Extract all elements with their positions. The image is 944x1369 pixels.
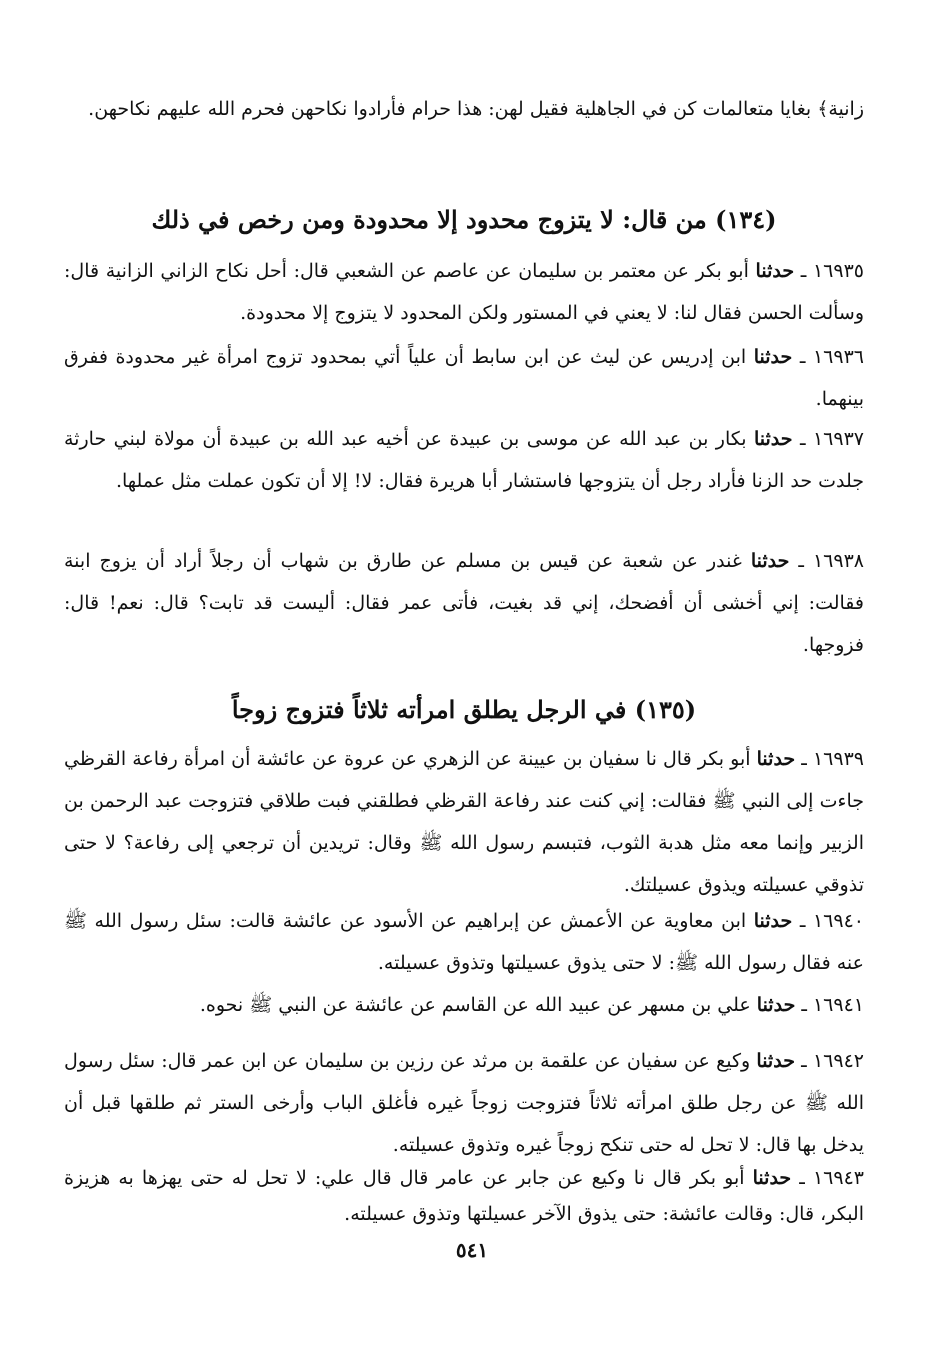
hadith-lead: حدثنا [753,346,793,368]
intro-paragraph [64,88,864,130]
hadith-lead: حدثنا [756,1050,795,1072]
hadith-number: ١٦٩٤١ [812,994,864,1016]
hadith-text: ابن معاوية عن الأعمش عن إبراهيم عن الأسود عن عائشة قالت: سئل رسول الله ﷺ عنه فقال رسول الله ﷺ: لا حتى يذوق عسيلتها وتذوق عسيلته. [64,910,864,974]
hadith-lead: حدثنا [755,260,795,282]
hadith-16936: ١٦٩٣٦ ـ حدثنا ابن إدريس عن ليث عن ابن سابط أن علياً أتي بمحدود تزوج امرأة غير محدودة ففرق بينهما. [64,346,864,410]
hadith-text: بكار بن عبد الله عن موسى بن عبيدة عن أخيه عبد الله بن عبيدة أن مولاة لبني حارثة جلدت حد الزنا فأراد رجل أن يتزوجها فاستشار أبا هريرة فقال: لا! إلا أن تكون عملت مثل عملها. [64,428,864,492]
hadith-text: أبو بكر قال نا سفيان بن عيينة عن الزهري عن عروة عن عائشة أن امرأة رفاعة القرظي جاءت إلى النبي ﷺ فقالت: إني كنت عند رفاعة القرظي فطلقني فبت طلاقي فتزوجت عبد الرحمن بن الزبير وإنما معه مثل هدبة الثوب، فتبسم رسول الله ﷺ وقال: تريدين أن ترجعي إلى رفاعة؟ لا حتى تذوقي عسيلته ويذوق عسيلتك. [64,748,864,896]
hadith-16943: ١٦٩٤٣ ـ حدثنا أبو بكر قال نا وكيع عن جابر عن عامر قال قال علي: لا تحل له حتى يهزها به هزيزة البكر، قال: وقالت عائشة: حتى يذوق الآخر عسيلتها وتذوق عسيلته. [64,1167,864,1225]
hadith-text: ابن إدريس عن ليث عن ابن سابط أن علياً أتي بمحدود تزوج امرأة غير محدودة ففرق بينهما. [64,346,864,410]
hadith-number: ١٦٩٤٢ [812,1050,864,1072]
hadith-lead: حدثنا [754,428,793,450]
chapter-heading-134: (١٣٤) من قال: لا يتزوج محدود إلا محدودة ومن رخص في ذلك [151,205,777,234]
hadith-lead: حدثنا [756,994,796,1016]
hadith-text: أبو بكر عن معتمر بن سليمان عن عاصم عن الشعبي قال: أحل نكاح الزاني الزانية قال: وسألت الحسن فقال لنا: لا يعني في المستور ولكن المحدود لا يتزوج إلا محدودة. [64,260,864,324]
hadith-number: ١٦٩٣٥ [812,260,864,282]
hadith-lead: حدثنا [750,550,790,572]
hadith-text: علي بن مسهر عن عبيد الله عن القاسم عن عائشة عن النبي ﷺ نحوه. [199,994,751,1016]
hadith-number: ١٦٩٣٦ [812,346,864,368]
hadith-lead: حدثنا [753,910,793,932]
hadith-lead: حدثنا [752,1167,792,1189]
hadith-text: وكيع عن سفيان عن علقمة بن مرثد عن رزين بن سليمان عن ابن عمر قال: سئل رسول الله ﷺ عن رجل طلق امرأته ثلاثاً فتزوجت زوجاً غيره فأغلق الباب وأرخى الستر ثم طلقها قبل أن يدخل بها قال: لا تحل له حتى تنكح زوجاً غيره وتذوق عسيلته. [64,1050,864,1156]
hadith-16940: ١٦٩٤٠ ـ حدثنا ابن معاوية عن الأعمش عن إبراهيم عن الأسود عن عائشة قالت: سئل رسول الله ﷺ عنه فقال رسول الله ﷺ: لا حتى يذوق عسيلتها وتذوق عسيلته. [64,910,864,974]
hadith-16941: ١٦٩٤١ ـ حدثنا علي بن مسهر عن عبيد الله عن القاسم عن عائشة عن النبي ﷺ نحوه. [199,994,864,1016]
hadith-lead: حدثنا [756,748,796,770]
hadith-text: غندر عن شعبة عن قيس بن مسلم عن طارق بن شهاب أن رجلاً أراد أن يزوج ابنة فقالت: إني أخشى أن أفضحك، إني قد بغيت، فأتى عمر فقال: أليست قد تابت؟ قال: نعم! قال: فزوجها. [64,550,864,656]
hadith-16942: ١٦٩٤٢ ـ حدثنا وكيع عن سفيان عن علقمة بن مرثد عن رزين بن سليمان عن ابن عمر قال: سئل رسول الله ﷺ عن رجل طلق امرأته ثلاثاً فتزوجت زوجاً غيره فأغلق الباب وأرخى الستر ثم طلقها قبل أن يدخل بها قال: لا تحل له حتى تنكح زوجاً غيره وتذوق عسيلته. [64,1050,864,1156]
intro-text: زانية﴾ بغايا متعالمات كن في الجاهلية فقيل لهن: هذا حرام فأرادوا نكاحهن فحرم الله عليهم نكاحهن. [88,98,864,120]
hadith-number: ١٦٩٣٨ [812,550,864,572]
hadith-16937: ١٦٩٣٧ ـ حدثنا بكار بن عبد الله عن موسى بن عبيدة عن أخيه عبد الله بن عبيدة أن مولاة لبني حارثة جلدت حد الزنا فأراد رجل أن يتزوجها فاستشار أبا هريرة فقال: لا! إلا أن تكون عملت مثل عملها. [64,428,864,492]
hadith-number: ١٦٩٤٠ [812,910,864,932]
page-number: ٥٤١ [455,1238,489,1262]
hadith-number: ١٦٩٣٧ [812,428,864,450]
hadith-16935: ١٦٩٣٥ ـ حدثنا أبو بكر عن معتمر بن سليمان عن عاصم عن الشعبي قال: أحل نكاح الزاني الزانية قال: وسألت الحسن فقال لنا: لا يعني في المستور ولكن المحدود لا يتزوج إلا محدودة. [64,260,864,324]
hadith-16939: ١٦٩٣٩ ـ حدثنا أبو بكر قال نا سفيان بن عيينة عن الزهري عن عروة عن عائشة أن امرأة رفاعة القرظي جاءت إلى النبي ﷺ فقالت: إني كنت عند رفاعة القرظي فطلقني فبت طلاقي فتزوجت عبد الرحمن بن الزبير وإنما معه مثل هدبة الثوب، فتبسم رسول الله ﷺ وقال: تريدين أن ترجعي إلى رفاعة؟ لا حتى تذوقي عسيلته ويذوق عسيلتك. [64,748,864,896]
hadith-16938: ١٦٩٣٨ ـ حدثنا غندر عن شعبة عن قيس بن مسلم عن طارق بن شهاب أن رجلاً أراد أن يزوج ابنة فقالت: إني أخشى أن أفضحك، إني قد بغيت، فأتى عمر فقال: أليست قد تابت؟ قال: نعم! قال: فزوجها. [64,550,864,656]
hadith-number: ١٦٩٣٩ [812,748,864,770]
hadith-text: أبو بكر قال نا وكيع عن جابر عن عامر قال قال علي: لا تحل له حتى يهزها به هزيزة البكر، قال: وقالت عائشة: حتى يذوق الآخر عسيلتها وتذوق عسيلته. [64,1167,864,1225]
chapter-heading-135: (١٣٥) في الرجل يطلق امرأته ثلاثاً فتزوج زوجاً [231,695,697,724]
hadith-number: ١٦٩٤٣ [812,1167,864,1189]
